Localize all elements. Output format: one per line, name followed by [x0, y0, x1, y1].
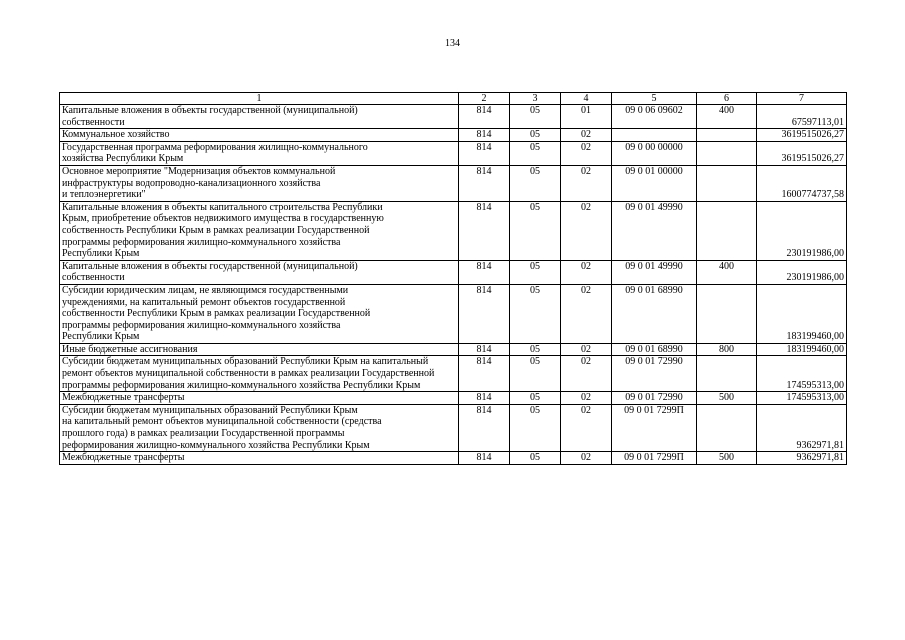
row-code-6: 800	[697, 343, 757, 356]
row-code-4: 02	[561, 260, 612, 284]
row-name: Капитальные вложения в объекты государственной (муниципальной) собственности	[60, 260, 459, 284]
row-name: Капитальные вложения в объекты капитального строительства Республики Крым, приобретение объектов недвижимого имущества в государственную собственность Республики Крым в рамках реализации Государственной программы реформирования жилищно-коммунального хозяйства Республики Крым	[60, 201, 459, 260]
row-code-3: 05	[510, 404, 561, 451]
row-code-3: 05	[510, 452, 561, 465]
row-code-5: 09 0 00 00000	[612, 141, 697, 165]
table-row	[60, 392, 847, 405]
row-code-4: 02	[561, 343, 612, 356]
row-code-2: 814	[459, 343, 510, 356]
row-code-4: 02	[561, 129, 612, 142]
row-name: Межбюджетные трансферты	[60, 392, 459, 405]
row-code-3: 05	[510, 129, 561, 142]
table-row	[60, 165, 847, 201]
column-header: 5	[612, 93, 697, 105]
row-code-4: 01	[561, 105, 612, 129]
row-code-2: 814	[459, 284, 510, 343]
row-code-3: 05	[510, 141, 561, 165]
column-header: 3	[510, 93, 561, 105]
row-code-5: 09 0 06 09602	[612, 105, 697, 129]
row-code-2: 814	[459, 452, 510, 465]
page-number: 134	[445, 38, 460, 49]
row-code-5: 09 0 01 00000	[612, 165, 697, 201]
row-name: Субсидии бюджетам муниципальных образований Республики Крым на капитальный ремонт объектов муниципальной собственности (средства прошлого года) в рамках реализации Государственной программы реформирования жилищно-коммунального хозяйства Республики Крым	[60, 404, 459, 451]
row-code-6: 500	[697, 392, 757, 405]
table-row	[60, 201, 847, 260]
table-header-row	[60, 93, 847, 105]
row-code-6: 400	[697, 105, 757, 129]
row-amount: 1600774737,58	[757, 165, 847, 201]
column-header: 7	[757, 93, 847, 105]
row-code-5: 09 0 01 72990	[612, 392, 697, 405]
row-code-6	[697, 284, 757, 343]
row-code-5: 09 0 01 72990	[612, 356, 697, 392]
row-amount: 183199460,00	[757, 284, 847, 343]
row-code-2: 814	[459, 201, 510, 260]
row-name: Субсидии юридическим лицам, не являющимся государственными учреждениями, на капитальный ремонт объектов государственной собственности Республики Крым в рамках реализации Государственной программы реформирования жилищно-коммунального хозяйства Республики Крым	[60, 284, 459, 343]
row-code-2: 814	[459, 165, 510, 201]
table-row	[60, 105, 847, 129]
row-code-5	[612, 129, 697, 142]
row-code-5: 09 0 01 7299П	[612, 452, 697, 465]
row-name: Иные бюджетные ассигнования	[60, 343, 459, 356]
row-code-3: 05	[510, 260, 561, 284]
row-code-3: 05	[510, 105, 561, 129]
row-amount: 183199460,00	[757, 343, 847, 356]
row-code-2: 814	[459, 105, 510, 129]
row-amount: 230191986,00	[757, 201, 847, 260]
table-row	[60, 260, 847, 284]
row-code-3: 05	[510, 201, 561, 260]
row-code-2: 814	[459, 129, 510, 142]
row-name: Коммунальное хозяйство	[60, 129, 459, 142]
table-row	[60, 356, 847, 392]
row-amount: 230191986,00	[757, 260, 847, 284]
row-code-5: 09 0 01 7299П	[612, 404, 697, 451]
row-code-3: 05	[510, 284, 561, 343]
row-code-4: 02	[561, 141, 612, 165]
row-code-5: 09 0 01 68990	[612, 343, 697, 356]
row-code-6: 500	[697, 452, 757, 465]
row-amount: 9362971,81	[757, 404, 847, 451]
row-code-6	[697, 129, 757, 142]
column-header: 2	[459, 93, 510, 105]
row-name: Государственная программа реформирования жилищно-коммунального хозяйства Республики Крым	[60, 141, 459, 165]
row-name: Основное мероприятие "Модернизация объектов коммунальной инфраструктуры водопроводно-канализационного хозяйства и теплоэнергетики"	[60, 165, 459, 201]
table-row	[60, 129, 847, 142]
row-amount: 9362971,81	[757, 452, 847, 465]
row-name: Капитальные вложения в объекты государственной (муниципальной) собственности	[60, 105, 459, 129]
row-code-6	[697, 141, 757, 165]
row-code-5: 09 0 01 49990	[612, 201, 697, 260]
row-code-3: 05	[510, 392, 561, 405]
row-amount: 67597113,01	[757, 105, 847, 129]
row-code-4: 02	[561, 392, 612, 405]
row-code-5: 09 0 01 68990	[612, 284, 697, 343]
table-row	[60, 284, 847, 343]
row-amount: 174595313,00	[757, 392, 847, 405]
row-code-2: 814	[459, 141, 510, 165]
row-amount: 3619515026,27	[757, 129, 847, 142]
column-header: 6	[697, 93, 757, 105]
table-row	[60, 452, 847, 465]
row-code-6	[697, 404, 757, 451]
table-row	[60, 343, 847, 356]
row-code-2: 814	[459, 260, 510, 284]
row-code-4: 02	[561, 165, 612, 201]
row-amount: 174595313,00	[757, 356, 847, 392]
row-code-6	[697, 201, 757, 260]
row-code-6	[697, 165, 757, 201]
row-code-3: 05	[510, 165, 561, 201]
row-code-4: 02	[561, 356, 612, 392]
row-code-4: 02	[561, 201, 612, 260]
row-code-3: 05	[510, 356, 561, 392]
row-code-5: 09 0 01 49990	[612, 260, 697, 284]
row-name: Субсидии бюджетам муниципальных образований Республики Крым на капитальный ремонт объектов муниципальной собственности в рамках реализации Государственной программы реформирования жилищно-коммунального хозяйства Республики Крым	[60, 356, 459, 392]
row-code-2: 814	[459, 356, 510, 392]
row-code-3: 05	[510, 343, 561, 356]
row-code-2: 814	[459, 392, 510, 405]
row-name: Межбюджетные трансферты	[60, 452, 459, 465]
table-row	[60, 404, 847, 451]
row-code-2: 814	[459, 404, 510, 451]
column-header: 1	[60, 93, 459, 105]
table-row	[60, 141, 847, 165]
row-code-4: 02	[561, 452, 612, 465]
row-amount: 3619515026,27	[757, 141, 847, 165]
row-code-6: 400	[697, 260, 757, 284]
row-code-4: 02	[561, 404, 612, 451]
budget-table	[59, 92, 847, 465]
row-code-4: 02	[561, 284, 612, 343]
row-code-6	[697, 356, 757, 392]
column-header: 4	[561, 93, 612, 105]
